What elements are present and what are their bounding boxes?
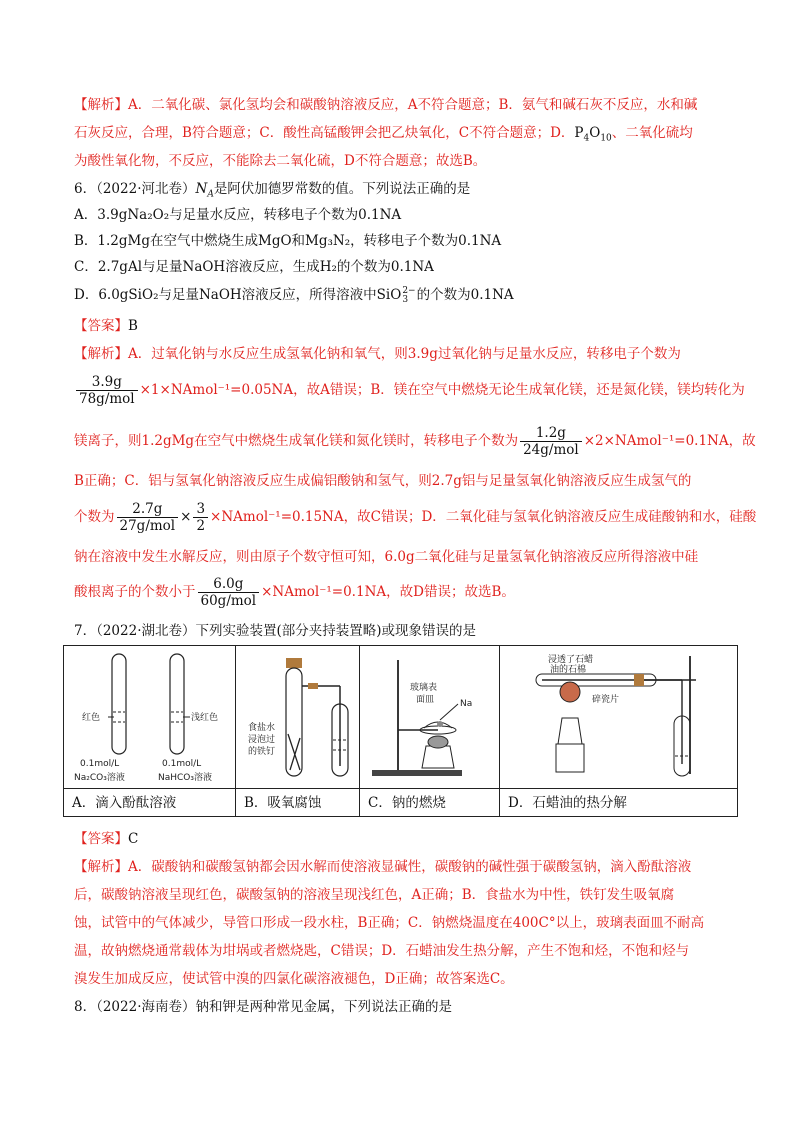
label-conc-1: 0.1mol/L: [80, 759, 120, 769]
label-soaked-paraffin: 浸透了石蜡: [548, 655, 594, 665]
q7-analysis-line-1: 【解析】A．碳酸钠和碳酸氢钠都会因水解而使溶液显碱性，碳酸钠的碱性强于碳酸氢钠，滴入酚酞溶液: [74, 859, 692, 875]
q7-figure-table: [63, 645, 738, 817]
rust-corrosion-diagram: [236, 646, 360, 788]
q6-option-d: D．6.0gSiO₂与足量NaOH溶液反应，所得溶液中SiO 2− 3 的个数为0.1NA: [74, 285, 514, 305]
q6-analysis-line-2: $\frac{3.9g}{\text{78g/mol}}$ ×1×NAmol⁻¹=0.05NA，故A错误；B．镁在空气中燃烧无论生成氧化镁，还是氮化镁，镁均转化为: [74, 372, 745, 408]
q8-stem: 8．（2022·海南卷）钠和钾是两种常见金属，下列说法正确的是: [74, 999, 452, 1015]
q5-analysis-line-3: 为酸性氧化物，不反应，不能除去二氧化硫，D不符合题意；故选B。: [74, 153, 487, 169]
q7-analysis-line-5: 溴发生加成反应，使试管中溴的四氯化碳溶液褪色，D正确；故答案选C。: [74, 971, 514, 987]
q6-option-a: A．3.9gNa₂O₂与足量水反应，转移电子个数为0.1NA: [74, 207, 402, 223]
q6-answer: 【答案】B: [74, 318, 138, 334]
caption-d: D．石蜡油的热分解: [500, 788, 737, 817]
q6-option-c: C．2.7gAl与足量NaOH溶液反应，生成H₂的个数为0.1NA: [74, 259, 434, 275]
q6-stem: 6．（2022·河北卷）$N_A$是阿伏加德罗常数的值。下列说法正确的是: [74, 181, 471, 200]
q7-analysis-line-3: 蚀，试管中的气体减少，导管口形成一段水柱，B正确；C．钠燃烧温度在400C°以上，玻璃表面皿不耐高: [74, 915, 705, 931]
label-watch-glass: 玻璃表: [410, 683, 438, 693]
figure-cell-d: [500, 646, 737, 816]
q6-analysis-line-5: 个数为 $\frac{2.7g}{\text{27g/mol}}$ × $\frac{3}{2}$ ×NAmol⁻¹=0.15NA，故C错误；D．二氧化硅与氢氧化钠溶液反应生成硅酸钠和水，硅酸: [74, 501, 757, 534]
paraffin-cracking-diagram: [500, 646, 737, 788]
q6-analysis-line-7: 酸根离子的个数小于 $\frac{6.0g}{\text{60g/mol}}$ ×NAmol⁻¹=0.1NA，故D错误；故选B。: [74, 576, 515, 609]
label-na: Na: [460, 699, 473, 709]
q5-analysis-line-1: 【解析】A．二氧化碳、氯化氢均会和碳酸钠溶液反应，A不符合题意；B．氨气和碱石灰不反应，水和碱: [74, 97, 698, 113]
q7-analysis-line-4: 温，故钠燃烧通常载体为坩埚或者燃烧匙，C错误；D．石蜡油发生热分解，产生不饱和烃，不饱和烃与: [74, 943, 690, 959]
figure-cell-a: [64, 646, 236, 816]
q7-analysis-line-2: 后，碳酸钠溶液呈现红色，碳酸氢钠的溶液呈现浅红色，A正确；B．食盐水为中性，铁钉发生吸氧腐: [74, 887, 675, 903]
figure-cell-c: [360, 646, 500, 816]
label-red: 红色: [82, 713, 101, 723]
caption-c: C．钠的燃烧: [360, 788, 499, 817]
figure-cell-b: [236, 646, 360, 816]
q6-option-b: B．1.2gMg在空气中燃烧生成MgO和Mg₃N₂，转移电子个数为0.1NA: [74, 233, 502, 249]
label-porcelain: 碎瓷片: [592, 695, 620, 705]
caption-b: B．吸氧腐蚀: [236, 788, 359, 817]
label-dish: 面皿: [416, 695, 435, 705]
label-iron-nail: 的铁钉: [248, 747, 276, 757]
q7-stem: 7．（2022·湖北卷）下列实验装置(部分夹持装置略)或现象错误的是: [74, 623, 477, 639]
label-salt-water: 食盐水: [248, 723, 276, 733]
q7-answer: 【答案】C: [74, 831, 139, 847]
label-asbestos: 油的石棉: [550, 665, 587, 675]
label-light-red: 浅红色: [191, 713, 219, 723]
caption-a: A．滴入酚酞溶液: [64, 788, 235, 817]
label-nahco3: NaHCO₃溶液: [158, 773, 212, 783]
sodium-burning-diagram: [360, 646, 500, 788]
p4o10-formula: $P_4O_{10}$: [574, 125, 612, 144]
label-na2co3: Na₂CO₃溶液: [74, 773, 125, 783]
q6-analysis-line-6: 钠在溶液中发生水解反应，则由原子个数守恒可知，6.0g二氧化硅与足量氢氧化钠溶液反应所得溶液中硅: [74, 549, 699, 565]
q5-analysis-line-2: 石灰反应，合理，B符合题意；C．酸性高锰酸钾会把乙炔氧化，C不符合题意；D．$P_4O_{10}$、二氧化硫均: [74, 125, 693, 144]
q6-analysis-line-3: 镁离子，则1.2gMg在空气中燃烧生成氧化镁和氮化镁时，转移电子个数为 $\frac{1.2g}{\text{24g/mol}}$ ×2×NAmol⁻¹=0.1NA，故: [74, 425, 756, 458]
label-soaked: 浸泡过: [248, 735, 276, 745]
test-tubes-diagram: [64, 646, 236, 788]
label-conc-2: 0.1mol/L: [162, 759, 202, 769]
q6-analysis-line-4: B正确；C．铝与氢氧化钠溶液反应生成偏铝酸钠和氢气，则2.7g铝与足量氢氧化钠溶液反应生成氢气的: [74, 473, 692, 489]
q6-analysis-line-1: 【解析】A．过氧化钠与水反应生成氢氧化钠和氧气，则3.9g过氧化钠与足量水反应，转移电子个数为: [74, 346, 681, 362]
